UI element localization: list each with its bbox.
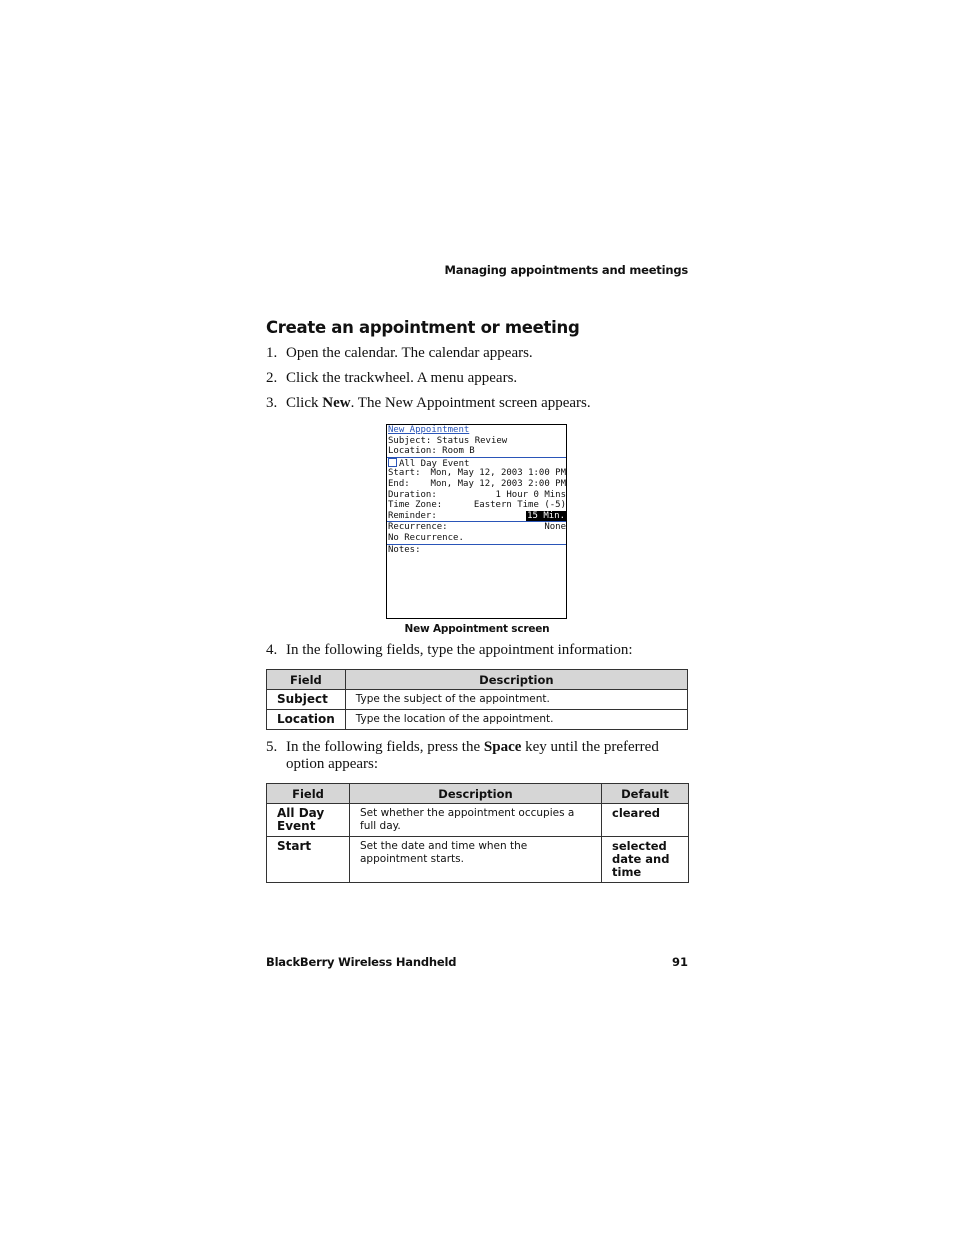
step-keyword: New [322,395,351,411]
table-cell-description: Set the date and time when the appointment starts. [350,837,602,883]
device-location: Location: Room B [388,446,475,457]
page-number: 91 [671,955,688,969]
section-title: Create an appointment or meeting [266,318,580,337]
table-header-cell: Default [602,784,689,804]
table-header-cell: Description [350,784,602,804]
running-header: Managing appointments and meetings [444,263,688,277]
step-number: 3. [266,395,278,411]
device-start-value: Mon, May 12, 2003 1:00 PM [430,468,566,479]
device-all-day-row [387,457,566,469]
table-row [267,710,688,730]
device-notes-label: Notes: [387,544,566,556]
device-end-value: Mon, May 12, 2003 2:00 PM [430,478,566,489]
new-appointment-screen [386,424,567,619]
footer-book-title: BlackBerry Wireless Handheld [266,955,457,969]
step-text-post: key until the preferred option appears: [286,739,659,772]
device-recurrence-row [387,521,566,533]
fields-table-1 [266,669,688,730]
table-cell-default: cleared [602,804,689,837]
fields-table-2 [266,783,689,883]
step-number: 2. [266,370,278,386]
table-header-cell: Description [345,670,687,690]
step-text-pre: In the following fields, press the [286,739,484,755]
device-timezone-label: Time Zone: [388,500,443,511]
device-reminder-row [387,511,566,522]
step-1 [266,345,691,362]
device-no-recurrence: No Recurrence. [388,532,464,543]
device-duration-value: 1 Hour 0 Mins [495,489,566,500]
device-start-row [387,468,566,479]
device-duration-label: Duration: [388,489,437,500]
step-number: 4. [266,642,278,658]
device-all-day-label: All Day Event [399,458,470,469]
table-row [267,690,688,710]
step-keyword: Space [483,739,522,755]
table-cell-field: All Day Event [267,804,350,837]
table-row [267,804,689,837]
step-3 [266,395,691,412]
table-header-cell: Field [267,784,350,804]
table-cell-description: Type the subject of the appointment. [345,690,687,710]
checkbox-icon [388,458,397,467]
step-4 [266,642,691,659]
device-reminder-label: Reminder: [388,510,437,521]
table-cell-field: Start [267,837,350,883]
table-cell-field: Location [267,710,346,730]
device-title: New Appointment [388,425,470,435]
device-end-label: End: [388,478,410,489]
step-2 [266,370,691,387]
step-text-post: . The New Appointment screen appears. [350,395,591,411]
device-subject: Subject: Status Review [388,435,508,446]
table-cell-field: Subject [267,690,346,710]
device-end-row [387,479,566,490]
step-number: 1. [266,345,278,361]
table-header-row [267,784,689,804]
table-header-cell: Field [267,670,346,690]
device-start-label: Start: [388,468,421,479]
device-timezone-row [387,500,566,511]
step-text [286,395,691,412]
step-5 [266,739,691,773]
step-text [286,739,691,773]
step-text-pre: Click [286,395,323,411]
device-timezone-value: Eastern Time (-5) [473,500,566,511]
device-recurrence-label: Recurrence: [388,522,448,533]
table-cell-default: selected date and time [602,837,689,883]
table-cell-description: Type the location of the appointment. [345,710,687,730]
step-text: In the following fields, type the appointment information: [286,642,633,658]
figure-caption: New Appointment screen [404,623,550,635]
table-cell-description: Set whether the appointment occupies a full day. [350,804,602,837]
device-reminder-value: 15 Min. [527,510,565,521]
step-text: Open the calendar. The calendar appears. [286,345,533,361]
device-recurrence-value: None [544,522,566,533]
table-row [267,837,689,883]
device-duration-row [387,490,566,501]
table-header-row [267,670,688,690]
step-text: Click the trackwheel. A menu appears. [286,370,518,386]
step-number: 5. [266,739,278,755]
